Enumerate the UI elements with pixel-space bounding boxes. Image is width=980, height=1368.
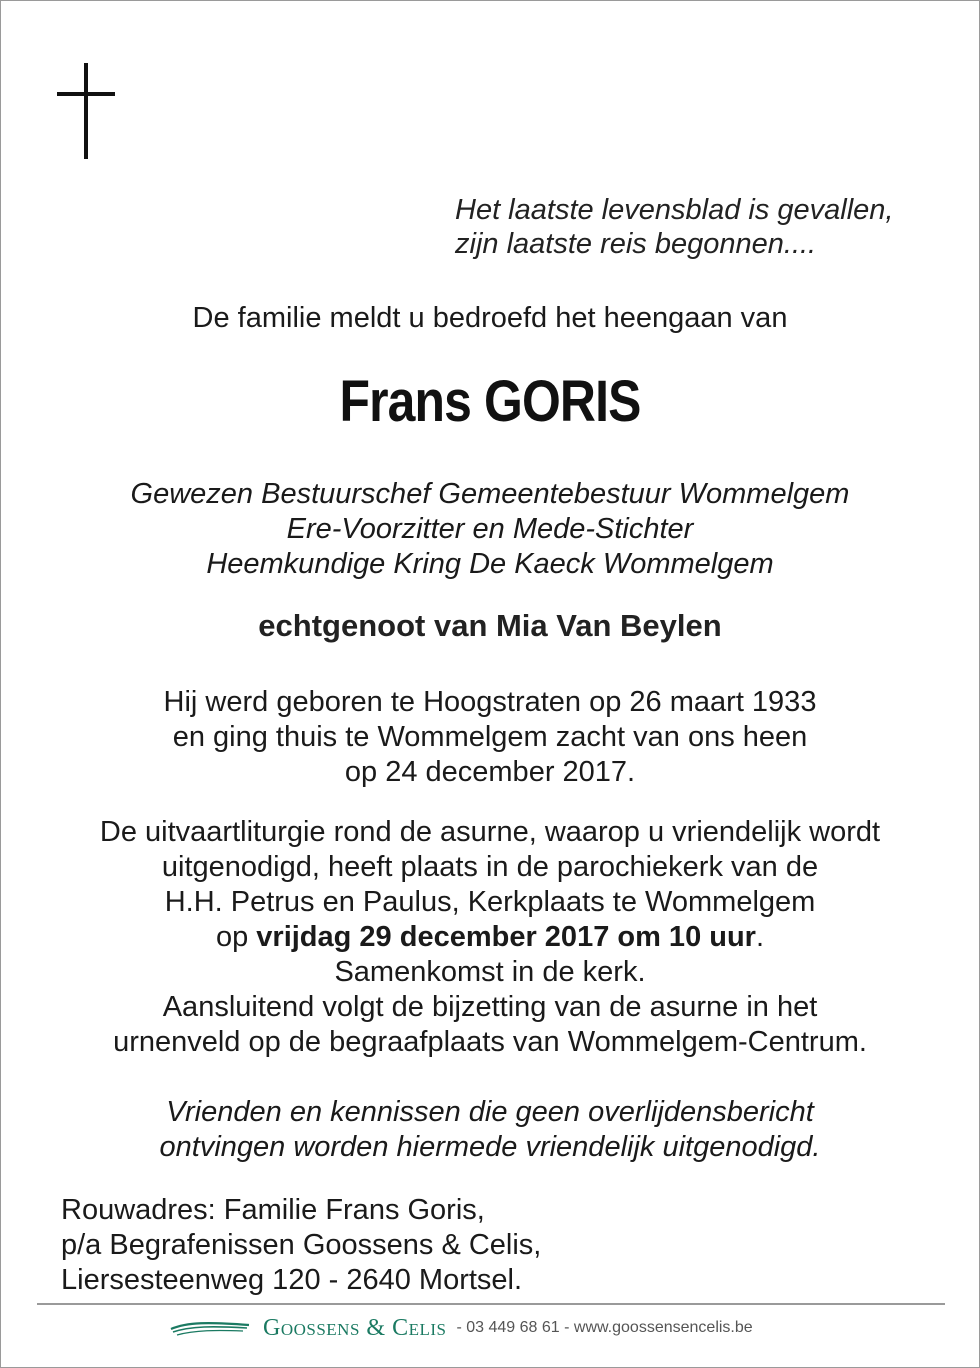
title-line: Heemkundige Kring De Kaeck Wommelgem [206,548,774,580]
motto-line: Het laatste levensblad is gevallen, [455,194,894,226]
funeral-home-contact: - 03 449 68 61 - www.goossensencelis.be [456,1319,753,1336]
address-line: Rouwadres: Familie Frans Goris, [61,1194,485,1226]
deceased-name: Frans GORIS [339,369,641,434]
funeral-line: uitgenodigd, heeft plaats in de parochiekerk van de [161,851,819,883]
title-line: Ere-Voorzitter en Mede-Stichter [286,513,694,545]
titles [1,477,979,582]
funeral-date-suffix: . [755,921,765,953]
funeral-home-footer [169,1313,753,1343]
motto-line: zijn laatste reis begonnen.... [455,228,817,260]
birth-line: Hij werd geboren te Hoogstraten op 26 maart 1933 [163,686,817,718]
spouse-line: echtgenoot van Mia Van Beylen [258,608,722,643]
funeral-line: De uitvaartliturgie rond de asurne, waarop u vriendelijk wordt [99,816,881,848]
funeral-line: Aansluitend volgt de bijzetting van de asurne in het [162,991,818,1023]
birth-death-info [1,685,979,790]
funeral-info [1,815,979,1060]
cross-icon [57,63,115,159]
funeral-home-name: Goossens & Celis [263,1314,447,1341]
birth-line: en ging thuis te Wommelgem zacht van ons heen [172,721,808,753]
funeral-line: urnenveld op de begraafplaats van Wommelgem-Centrum. [113,1026,867,1058]
funeral-home-logo-icon [169,1319,251,1337]
intro-text: De familie meldt u bedroefd het heengaan van [192,302,788,334]
birth-line: op 24 december 2017. [344,756,636,788]
funeral-line: H.H. Petrus en Paulus, Kerkplaats te Wommelgem [164,886,816,918]
funeral-date-line [1,920,979,955]
invite-line: Vrienden en kennissen die geen overlijdensbericht [166,1096,814,1128]
title-line: Gewezen Bestuurschef Gemeentebestuur Wommelgem [130,478,850,510]
mourning-address [61,1193,541,1298]
invite-line: ontvingen worden hiermede vriendelijk uitgenodigd. [159,1131,821,1163]
funeral-line: Samenkomst in de kerk. [334,956,646,988]
address-line: p/a Begrafenissen Goossens & Celis, [61,1229,542,1261]
footer-divider [37,1303,945,1305]
invitation-note [1,1095,979,1165]
funeral-date-prefix: op [215,921,257,953]
motto [455,193,893,261]
funeral-date: vrijdag 29 december 2017 om 10 uur [256,921,756,953]
address-line: Liersesteenweg 120 - 2640 Mortsel. [61,1264,523,1296]
